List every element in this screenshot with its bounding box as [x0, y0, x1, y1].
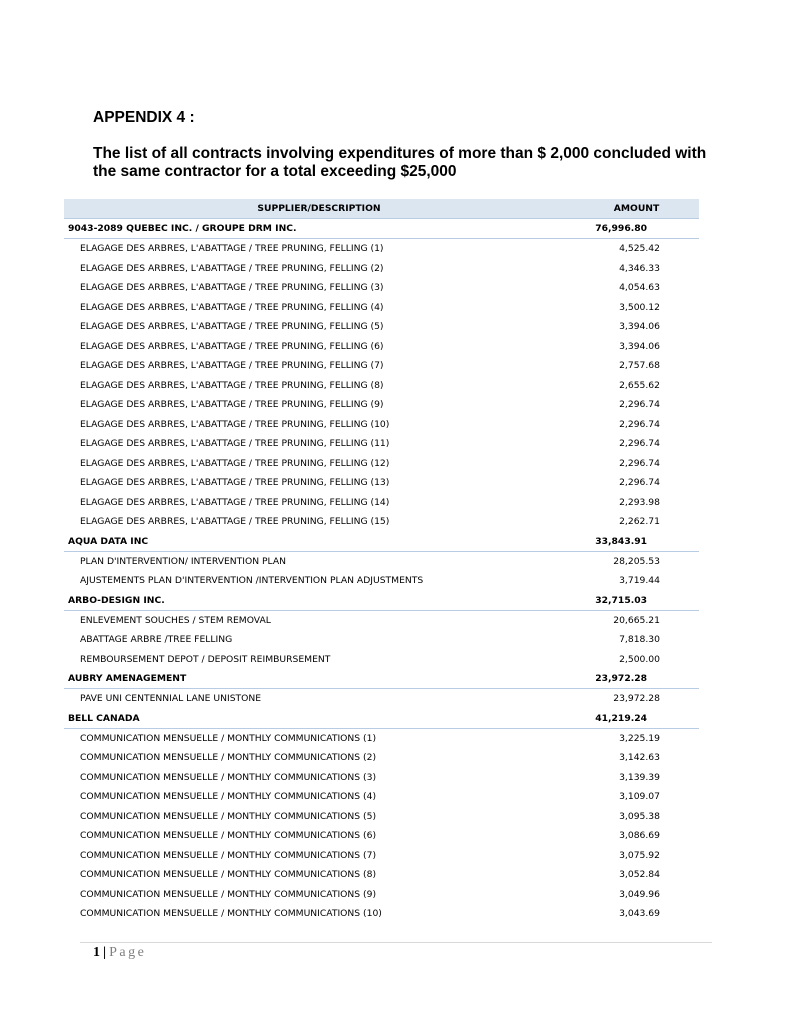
item-amount: 3,109.07: [619, 791, 660, 803]
item-description: COMMUNICATION MENSUELLE / MONTHLY COMMUNICATIONS (10): [80, 908, 382, 920]
item-description: ELAGAGE DES ARBRES, L'ABATTAGE / TREE PRUNING, FELLING (8): [80, 379, 384, 391]
table-row: [64, 807, 699, 827]
item-amount: 3,142.63: [619, 752, 660, 764]
header-description: SUPPLIER/DESCRIPTION: [257, 203, 381, 214]
item-description: COMMUNICATION MENSUELLE / MONTHLY COMMUNICATIONS (6): [80, 830, 377, 842]
table-row: [64, 846, 699, 866]
item-amount: 4,525.42: [619, 243, 660, 255]
table-row: [64, 395, 699, 415]
item-amount: 3,394.06: [619, 340, 660, 352]
item-amount: 3,086.69: [619, 830, 660, 842]
table-row: [64, 768, 699, 788]
item-amount: 2,262.71: [619, 516, 660, 528]
item-description: ABATTAGE ARBRE /TREE FELLING: [80, 634, 233, 646]
item-amount: 2,296.74: [619, 457, 660, 469]
item-amount: 2,296.74: [619, 438, 660, 450]
item-amount: 23,972.28: [613, 693, 660, 705]
supplier-total: 33,843.91: [595, 535, 647, 547]
item-description: COMMUNICATION MENSUELLE / MONTHLY COMMUNICATIONS (9): [80, 888, 377, 900]
item-description: ELAGAGE DES ARBRES, L'ABATTAGE / TREE PRUNING, FELLING (15): [80, 516, 390, 528]
item-amount: 2,500.00: [619, 653, 660, 665]
table-row: [64, 865, 699, 885]
table-row: [64, 729, 699, 749]
document-title: The list of all contracts involving expenditures of more than $ 2,000 concluded with the same contractor for a total exceeding $25,000: [93, 145, 707, 180]
item-description: COMMUNICATION MENSUELLE / MONTHLY COMMUNICATIONS (3): [80, 771, 377, 783]
item-description: COMMUNICATION MENSUELLE / MONTHLY COMMUNICATIONS (5): [80, 810, 377, 822]
footer-separator: |: [103, 945, 107, 960]
table-row: [64, 298, 699, 318]
table-row: [64, 748, 699, 768]
item-description: COMMUNICATION MENSUELLE / MONTHLY COMMUNICATIONS (2): [80, 752, 377, 764]
item-amount: 2,757.68: [619, 360, 660, 372]
supplier-name: AQUA DATA INC: [68, 535, 149, 547]
supplier-name: BELL CANADA: [68, 712, 140, 724]
footer-divider: [80, 942, 712, 943]
item-description: ELAGAGE DES ARBRES, L'ABATTAGE / TREE PRUNING, FELLING (4): [80, 301, 384, 313]
table-row: [64, 650, 699, 670]
table-row: [64, 904, 699, 924]
item-description: ELAGAGE DES ARBRES, L'ABATTAGE / TREE PRUNING, FELLING (11): [80, 438, 390, 450]
table-row: [64, 434, 699, 454]
item-amount: 2,293.98: [619, 496, 660, 508]
item-description: REMBOURSEMENT DEPOT / DEPOSIT REIMBURSEMENT: [80, 653, 331, 665]
item-description: ELAGAGE DES ARBRES, L'ABATTAGE / TREE PRUNING, FELLING (13): [80, 477, 390, 489]
table-row: [64, 826, 699, 846]
table-row: [64, 571, 699, 591]
page-footer: [93, 945, 146, 961]
table-row: [64, 239, 699, 259]
table-body: [64, 219, 699, 924]
item-amount: 3,394.06: [619, 321, 660, 333]
item-description: ELAGAGE DES ARBRES, L'ABATTAGE / TREE PRUNING, FELLING (2): [80, 262, 384, 274]
item-amount: 3,052.84: [619, 869, 660, 881]
table-row: [64, 415, 699, 435]
item-description: ENLEVEMENT SOUCHES / STEM REMOVAL: [80, 614, 271, 626]
supplier-row: [64, 532, 699, 552]
item-description: ELAGAGE DES ARBRES, L'ABATTAGE / TREE PRUNING, FELLING (14): [80, 496, 390, 508]
supplier-total: 76,996.80: [595, 223, 647, 234]
item-description: PAVE UNI CENTENNIAL LANE UNISTONE: [80, 693, 262, 705]
item-description: COMMUNICATION MENSUELLE / MONTHLY COMMUNICATIONS (8): [80, 869, 377, 881]
table-row: [64, 356, 699, 376]
item-amount: 3,043.69: [619, 908, 660, 920]
supplier-total: 41,219.24: [595, 712, 647, 724]
table-row: [64, 885, 699, 905]
item-amount: 4,346.33: [619, 262, 660, 274]
item-description: PLAN D'INTERVENTION/ INTERVENTION PLAN: [80, 555, 287, 567]
item-description: COMMUNICATION MENSUELLE / MONTHLY COMMUNICATIONS (7): [80, 849, 377, 861]
item-amount: 3,095.38: [619, 810, 660, 822]
header-amount: AMOUNT: [613, 203, 660, 214]
table-row: [64, 376, 699, 396]
table-row: [64, 689, 699, 709]
appendix-heading: APPENDIX 4 :: [93, 109, 195, 126]
table-header: [64, 199, 699, 219]
item-description: ELAGAGE DES ARBRES, L'ABATTAGE / TREE PRUNING, FELLING (9): [80, 399, 384, 411]
item-description: ELAGAGE DES ARBRES, L'ABATTAGE / TREE PRUNING, FELLING (3): [80, 282, 384, 294]
item-description: COMMUNICATION MENSUELLE / MONTHLY COMMUNICATIONS (4): [80, 791, 377, 803]
table-row: [64, 317, 699, 337]
supplier-name: ARBO-DESIGN INC.: [68, 594, 165, 606]
item-description: ELAGAGE DES ARBRES, L'ABATTAGE / TREE PRUNING, FELLING (12): [80, 457, 390, 469]
item-amount: 3,500.12: [619, 301, 660, 313]
item-amount: 3,225.19: [619, 732, 660, 744]
table-row: [64, 337, 699, 357]
supplier-name: 9043-2089 QUEBEC INC. / GROUPE DRM INC.: [68, 223, 297, 234]
item-amount: 3,075.92: [619, 849, 660, 861]
item-amount: 4,054.63: [619, 282, 660, 294]
table-row: [64, 259, 699, 279]
table-row: [64, 454, 699, 474]
table-row: [64, 278, 699, 298]
page-number: 1: [93, 945, 100, 960]
supplier-total: 32,715.03: [595, 594, 647, 606]
item-description: COMMUNICATION MENSUELLE / MONTHLY COMMUNICATIONS (1): [80, 732, 377, 744]
item-description: ELAGAGE DES ARBRES, L'ABATTAGE / TREE PRUNING, FELLING (6): [80, 340, 384, 352]
table-row: [64, 630, 699, 650]
item-amount: 28,205.53: [613, 555, 660, 567]
table-row: [64, 473, 699, 493]
item-amount: 2,296.74: [619, 418, 660, 430]
table-row: [64, 552, 699, 572]
item-amount: 3,719.44: [619, 575, 660, 587]
supplier-total: 23,972.28: [595, 673, 647, 684]
item-description: AJUSTEMENTS PLAN D'INTERVENTION /INTERVENTION PLAN ADJUSTMENTS: [80, 575, 424, 587]
item-amount: 3,139.39: [619, 771, 660, 783]
supplier-row: [64, 219, 699, 239]
item-amount: 7,818.30: [619, 634, 660, 646]
table-row: [64, 611, 699, 631]
item-description: ELAGAGE DES ARBRES, L'ABATTAGE / TREE PRUNING, FELLING (7): [80, 360, 384, 372]
item-description: ELAGAGE DES ARBRES, L'ABATTAGE / TREE PRUNING, FELLING (1): [80, 243, 384, 255]
item-amount: 2,296.74: [619, 399, 660, 411]
supplier-row: [64, 591, 699, 611]
supplier-row: [64, 669, 699, 689]
item-description: ELAGAGE DES ARBRES, L'ABATTAGE / TREE PRUNING, FELLING (10): [80, 418, 390, 430]
page-label: Page: [109, 945, 147, 960]
table-row: [64, 512, 699, 532]
item-amount: 20,665.21: [613, 614, 660, 626]
contracts-table: [64, 199, 699, 924]
item-description: ELAGAGE DES ARBRES, L'ABATTAGE / TREE PRUNING, FELLING (5): [80, 321, 384, 333]
item-amount: 2,296.74: [619, 477, 660, 489]
item-amount: 3,049.96: [619, 888, 660, 900]
supplier-name: AUBRY AMENAGEMENT: [68, 673, 187, 684]
table-row: [64, 493, 699, 513]
supplier-row: [64, 709, 699, 729]
table-row: [64, 787, 699, 807]
item-amount: 2,655.62: [619, 379, 660, 391]
